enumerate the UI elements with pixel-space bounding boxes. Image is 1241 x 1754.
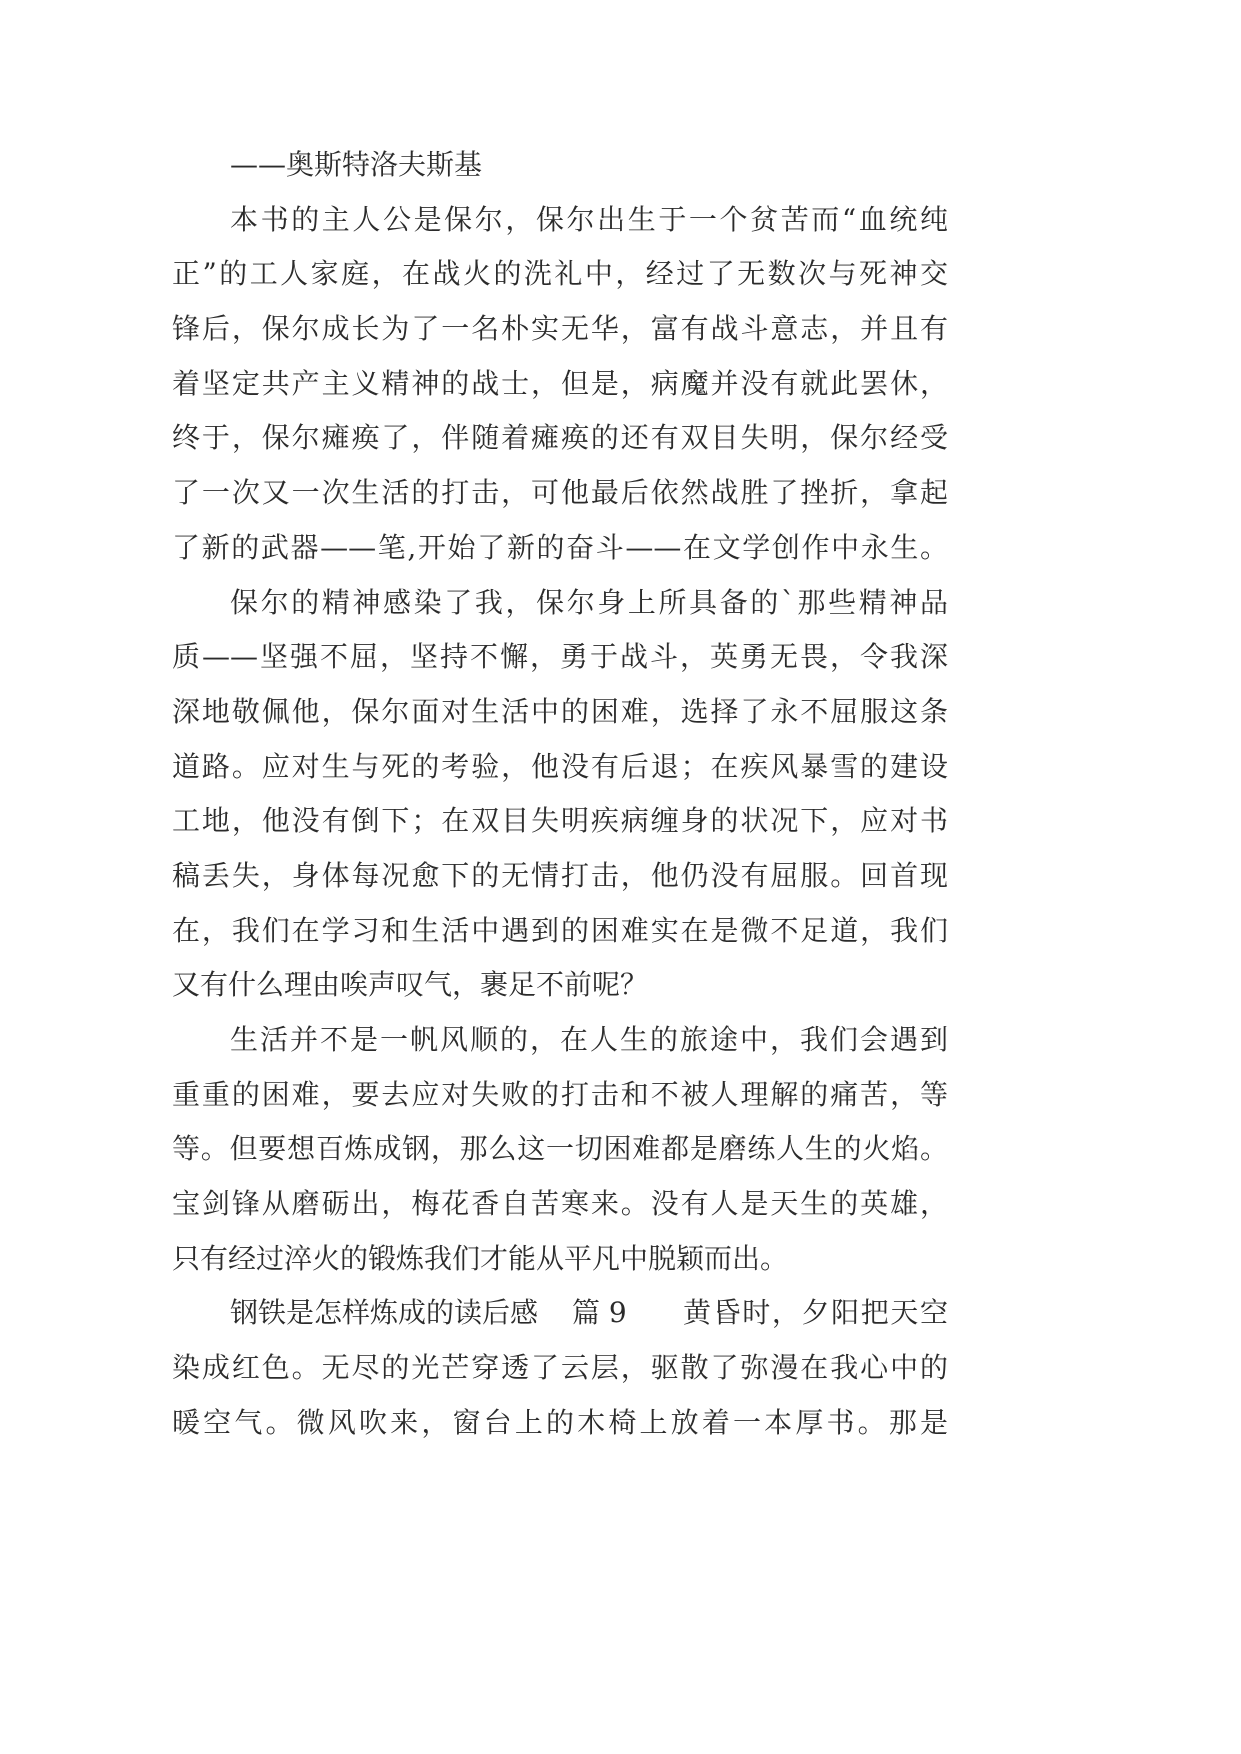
text-line: 着坚定共产主义精神的战士，但是，病魔并没有就此罢休， <box>172 366 948 400</box>
essay-number: 篇 9 <box>572 1296 627 1330</box>
text-line: 正”的工人家庭，在战火的洗礼中，经过了无数次与死神交 <box>172 257 948 291</box>
essay-heading-line <box>172 1286 948 1341</box>
text-line: 暖空气。微风吹来，窗台上的木椅上放着一本厚书。那是 <box>172 1405 948 1439</box>
text-line: 深地敬佩他，保尔面对生活中的困难，选择了永不屈服这条 <box>172 694 948 728</box>
text-line: 重重的困难，要去应对失败的打击和不被人理解的痛苦，等 <box>172 1077 948 1111</box>
text-line: 在，我们在学习和生活中遇到的困难实在是微不足道，我们 <box>172 913 948 947</box>
paragraph-2 <box>172 576 948 1014</box>
text-line: 质——坚强不屈，坚持不懈，勇于战斗，英勇无畏，令我深 <box>172 640 948 674</box>
text-line: 道路。应对生与死的考验，他没有后退；在疾风暴雪的建设 <box>172 749 948 783</box>
text-line: 又有什么理由唉声叹气，裹足不前呢？ <box>172 968 649 1002</box>
document-body <box>172 138 948 1451</box>
paragraph-1 <box>172 193 948 576</box>
essay-title: 钢铁是怎样炼成的读后感 <box>230 1296 539 1330</box>
text-line: 染成红色。无尽的光芒穿透了云层，驱散了弥漫在我心中的 <box>172 1351 948 1385</box>
text-line: 只有经过淬火的锻炼我们才能从平凡中脱颖而出。 <box>172 1241 789 1275</box>
text-line: 了一次又一次生活的打击，可他最后依然战胜了挫折，拿起 <box>172 476 948 510</box>
paragraph-3 <box>172 1013 948 1286</box>
text-line: 宝剑锋从磨砺出，梅花香自苦寒来。没有人是天生的英雄， <box>172 1187 948 1221</box>
text-line: 生活并不是一帆风顺的，在人生的旅途中，我们会遇到 <box>230 1023 948 1056</box>
paragraph-4 <box>172 1286 948 1450</box>
text-line: 等。但要想百炼成钢，那么这一切困难都是磨练人生的火焰。 <box>172 1132 948 1166</box>
text-line: 了新的武器——笔,开始了新的奋斗——在文学创作中永生。 <box>172 530 948 564</box>
text-line: 本书的主人公是保尔，保尔出生于一个贫苦而“血统纯 <box>230 202 948 236</box>
text-line: 保尔的精神感染了我，保尔身上所具备的`那些精神品 <box>230 585 948 619</box>
text-line: 锋后，保尔成长为了一名朴实无华，富有战斗意志，并且有 <box>172 312 948 346</box>
text-line: 黄昏时，夕阳把天空 <box>683 1296 948 1330</box>
text-line: 稿丢失，身体每况愈下的无情打击，他仍没有屈服。回首现 <box>172 858 948 892</box>
text-line: 终于，保尔瘫痪了，伴随着瘫痪的还有双目失明，保尔经受 <box>172 421 948 455</box>
attribution-line: ——奥斯特洛夫斯基 <box>230 148 483 181</box>
text-line: 工地，他没有倒下；在双目失明疾病缠身的状况下，应对书 <box>172 804 948 838</box>
